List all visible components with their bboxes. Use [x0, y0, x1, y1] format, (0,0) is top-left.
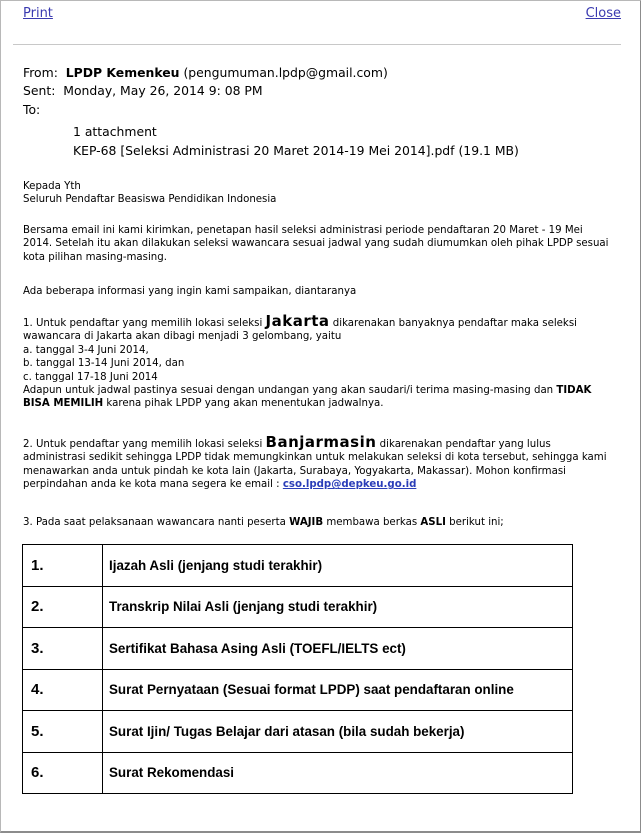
row-item: Ijazah Asli (jenjang studi terakhir) — [103, 545, 573, 587]
point-3-text — [23, 516, 623, 529]
close-link[interactable]: Close — [585, 6, 621, 21]
sent-label: Sent: — [23, 83, 56, 98]
sender-name: LPDP Kemenkeu — [65, 65, 180, 80]
row-number: 5. — [23, 711, 103, 753]
note-bold: TIDAK BISA MEMILIH — [23, 385, 592, 410]
point-3-post: berikut ini; — [445, 517, 504, 528]
row-number: 2. — [23, 586, 103, 628]
row-number: 3. — [23, 628, 103, 670]
point-2-text — [23, 433, 613, 492]
from-line — [23, 66, 388, 80]
row-item: Transkrip Nilai Asli (jenjang studi terakhir) — [103, 586, 573, 628]
print-link[interactable]: Print — [23, 6, 53, 21]
table-row — [23, 628, 573, 670]
intro-text: Bersama email ini kami kirimkan, penetapan hasil seleksi administrasi periode pendaftaran 20 Maret - 19 Mei 2014. Setelah itu akan dilakukan seleksi wawancara sesuai jadwal yang sudah diumumkan oleh pihak LPDP sesuai kota pilihan masing-masing. — [23, 225, 609, 263]
table-row — [23, 669, 573, 711]
info-text: Ada beberapa informasi yang ingin kami sampaikan, diantaranya — [23, 286, 357, 297]
paragraph-intro — [23, 224, 613, 264]
wave-b: b. tanggal 13-14 Juni 2014, dan — [23, 358, 185, 370]
sent-line — [23, 84, 263, 98]
table-row — [23, 711, 573, 753]
point-2-post: dikarenakan pendaftar yang lulus administrasi sedikit sehingga LPDP tidak memungkinkan untuk melakukan seleksi di kota tersebut, sehingga kami menawarkan anda untuk pindah ke kota lain (Jakarta, Surabaya, Yogyakarta, Makassar). Mohon konfirmasi perpindahan anda ke kota mana segera ke email : — [23, 439, 607, 491]
email-link[interactable]: cso.lpdp@depkeu.go.id — [282, 479, 417, 491]
note-post: karena pihak LPDP yang akan menentukan jadwalnya. — [103, 398, 384, 410]
from-label: From: — [23, 65, 58, 80]
row-number: 6. — [23, 752, 103, 794]
wave-c: c. tanggal 17-18 Juni 2014 — [23, 371, 158, 383]
to-label: To: — [23, 102, 41, 117]
point-3 — [23, 516, 623, 529]
email-body — [23, 180, 623, 207]
row-item: Surat Ijin/ Tugas Belajar dari atasan (bila sudah bekerja) — [103, 711, 573, 753]
table-row — [23, 586, 573, 628]
note-pre: Adapun untuk jadwal pastinya sesuai dengan undangan yang akan saudari/i terima masing-masing dan — [23, 385, 557, 397]
row-number: 1. — [23, 545, 103, 587]
row-number: 4. — [23, 669, 103, 711]
table-row — [23, 752, 573, 794]
table-row — [23, 545, 573, 587]
requirements-table — [22, 544, 573, 794]
row-item: Sertifikat Bahasa Asing Asli (TOEFL/IELTS ect) — [103, 628, 573, 670]
sent-value: Monday, May 26, 2014 9: 08 PM — [63, 83, 263, 98]
wave-a: a. tanggal 3-4 Juni 2014, — [23, 344, 149, 356]
point-1 — [23, 312, 608, 411]
row-item: Surat Rekomendasi — [103, 752, 573, 794]
header-divider — [13, 44, 621, 45]
attachment-file[interactable]: KEP-68 [Seleksi Administrasi 20 Maret 2014-19 Mei 2014].pdf (19.1 MB) — [73, 143, 519, 158]
point-1-post: dikarenakan banyaknya pendaftar maka seleksi wawancara di Jakarta akan dibagi menjadi 3 gelombang, yaitu — [23, 318, 577, 343]
salutation-line-2: Seluruh Pendaftar Beasiswa Pendidikan Indonesia — [23, 194, 277, 206]
point-2-pre: 2. Untuk pendaftar yang memilih lokasi seleksi — [23, 439, 266, 450]
asli-bold: ASLI — [420, 517, 446, 528]
point-1-text — [23, 312, 608, 344]
point-3-pre: 3. Pada saat pelaksanaan wawancara nanti peserta — [23, 517, 290, 528]
paragraph-info — [23, 285, 623, 298]
row-item: Surat Pernyataan (Sesuai format LPDP) saat pendaftaran online — [103, 669, 573, 711]
attachment-count: 1 attachment — [73, 124, 157, 139]
point-1-note — [23, 384, 608, 411]
sender-address: (pengumuman.lpdp@gmail.com) — [183, 65, 388, 80]
salutation-line-1: Kepada Yth — [23, 181, 81, 192]
point-3-mid: membawa berkas — [323, 517, 421, 528]
point-1-pre: 1. Untuk pendaftar yang memilih lokasi seleksi — [23, 318, 266, 329]
city-banjarmasin: Banjarmasin — [265, 433, 377, 451]
city-jakarta: Jakarta — [265, 312, 330, 330]
point-2 — [23, 433, 613, 492]
to-line — [23, 103, 40, 117]
wajib-bold: WAJIB — [289, 517, 324, 528]
